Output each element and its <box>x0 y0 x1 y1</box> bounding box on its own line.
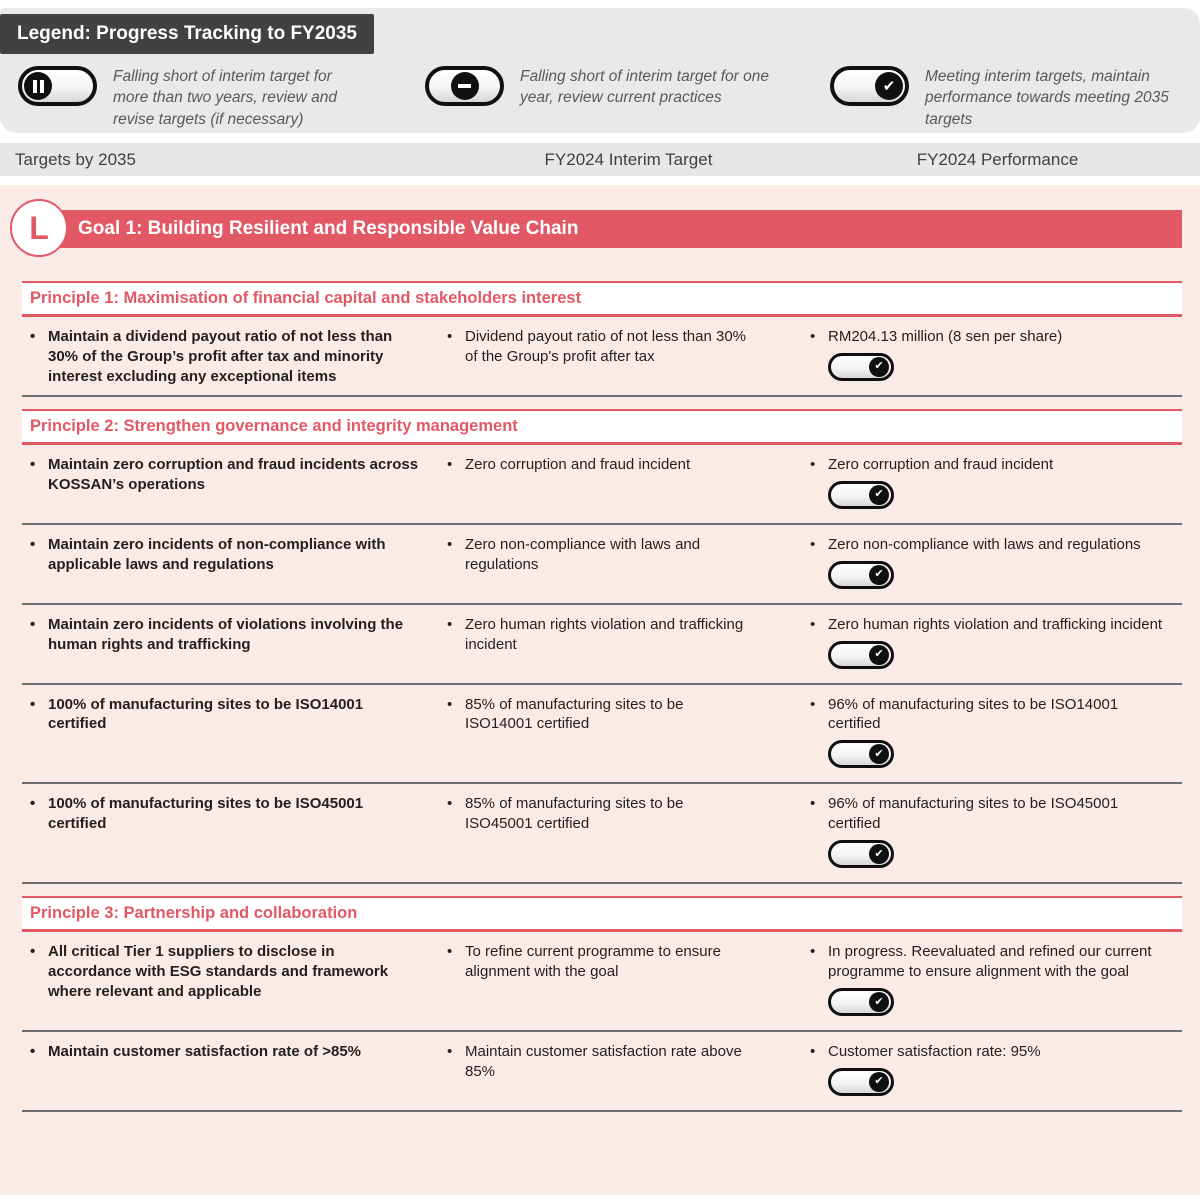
goal-banner <box>22 185 1182 248</box>
goal-title: Goal 1: Building Resilient and Responsible Value Chain <box>78 218 579 239</box>
table-row <box>22 1032 1182 1112</box>
bullet-icon <box>810 1042 828 1062</box>
principle-section <box>22 409 1182 884</box>
interim-target-cell <box>447 942 810 1022</box>
legend-item <box>18 66 363 130</box>
status-slot <box>828 1068 894 1102</box>
legend-title: Legend: Progress Tracking to FY2035 <box>0 14 374 54</box>
interim-target-cell <box>447 695 810 775</box>
toggle-minus-icon <box>425 66 504 106</box>
target-cell <box>22 942 447 1022</box>
performance-text: In progress. Reevaluated and refined our current programme to ensure alignment with the goal <box>828 943 1152 981</box>
performance-content <box>828 1042 1041 1102</box>
target-text: 100% of manufacturing sites to be ISO45001 certified <box>48 795 364 833</box>
performance-content <box>828 794 1168 874</box>
principle-rows <box>22 317 1182 397</box>
target-text: Maintain a dividend payout ratio of not less than 30% of the Group’s profit after tax and minority interest excluding any exceptional items <box>48 328 393 385</box>
legend-item <box>830 66 1175 130</box>
table-row <box>22 932 1182 1032</box>
target-text: 100% of manufacturing sites to be ISO14001 certified <box>48 695 364 733</box>
bullet-icon <box>810 695 828 715</box>
interim-target-text: Zero corruption and fraud incident <box>465 455 691 473</box>
interim-target-text: 85% of manufacturing sites to be ISO45001 certified <box>465 795 684 833</box>
status-slot <box>828 840 894 874</box>
bullet-icon <box>810 455 828 475</box>
toggle-check-icon <box>828 481 894 509</box>
bullet-icon <box>447 942 465 962</box>
principle-title: Principle 2: Strengthen governance and integrity management <box>30 416 518 435</box>
performance-cell <box>810 327 1182 387</box>
interim-target-cell <box>447 327 810 387</box>
status-slot <box>828 561 894 595</box>
performance-content <box>828 327 1062 387</box>
principle-header <box>22 896 1182 932</box>
target-text: Maintain zero incidents of non-compliance with applicable laws and regulations <box>48 535 386 573</box>
bullet-icon <box>810 615 828 635</box>
performance-cell <box>810 535 1182 595</box>
target-cell <box>22 695 447 775</box>
toggle-check-icon <box>830 66 909 106</box>
toggle-check-icon <box>828 840 894 868</box>
status-slot <box>828 353 894 387</box>
performance-cell <box>810 615 1182 675</box>
bullet-icon <box>30 327 48 347</box>
target-cell <box>22 1042 447 1102</box>
interim-target-cell <box>447 535 810 595</box>
bullet-icon <box>810 942 828 962</box>
bullet-icon <box>810 794 828 814</box>
table-row <box>22 445 1182 525</box>
target-text: Maintain zero incidents of violations involving the human rights and trafficking <box>48 615 404 653</box>
interim-target-text: Zero human rights violation and trafficking incident <box>465 615 744 653</box>
performance-text: Customer satisfaction rate: 95% <box>828 1042 1041 1060</box>
performance-content <box>828 535 1141 595</box>
interim-target-cell <box>447 455 810 515</box>
bullet-icon <box>447 535 465 555</box>
bullet-icon <box>447 615 465 635</box>
goal-badge: L <box>10 199 68 257</box>
performance-text: Zero corruption and fraud incident <box>828 455 1054 473</box>
performance-text: RM204.13 million (8 sen per share) <box>828 328 1063 345</box>
performance-text: Zero non-compliance with laws and regulations <box>828 535 1141 553</box>
principle-section <box>22 281 1182 397</box>
legend-item-text: Meeting interim targets, maintain performance towards meeting 2035 targets <box>925 68 1169 128</box>
bullet-icon <box>447 455 465 475</box>
performance-cell <box>810 794 1182 874</box>
interim-target-text: Zero non-compliance with laws and regulations <box>465 535 701 573</box>
toggle-check-icon <box>828 561 894 589</box>
interim-target-text: To refine current programme to ensure alignment with the goal <box>465 943 721 981</box>
status-slot <box>828 988 894 1022</box>
legend-item-text: Falling short of interim target for one year, review current practices <box>520 68 769 107</box>
toggle-check-icon <box>828 353 894 381</box>
interim-target-text: 85% of manufacturing sites to be ISO14001 certified <box>465 695 684 733</box>
toggle-check-icon <box>828 641 894 669</box>
table-row <box>22 685 1182 785</box>
table-row <box>22 525 1182 605</box>
bullet-icon <box>30 794 48 814</box>
interim-target-cell <box>447 1042 810 1102</box>
column-header-interim-target: FY2024 Interim Target <box>544 149 713 169</box>
performance-content <box>828 942 1168 1022</box>
column-header-targets: Targets by 2035 <box>15 149 136 169</box>
bullet-icon <box>810 535 828 555</box>
performance-cell <box>810 942 1182 1022</box>
goal-bar <box>22 210 1182 248</box>
table-row <box>22 317 1182 397</box>
interim-target-cell <box>447 615 810 675</box>
legend-item <box>425 66 792 109</box>
target-cell <box>22 615 447 675</box>
principle-title: Principle 1: Maximisation of financial capital and stakeholders interest <box>30 289 582 307</box>
status-slot <box>828 481 894 515</box>
bullet-icon <box>447 695 465 715</box>
column-headers <box>0 143 1200 176</box>
bullet-icon <box>30 695 48 715</box>
status-slot <box>828 641 894 675</box>
target-text: All critical Tier 1 suppliers to disclose in accordance with ESG standards and framework where relevant and applicable <box>48 943 389 1000</box>
principle-rows <box>22 932 1182 1112</box>
toggle-check-icon <box>828 988 894 1016</box>
interim-target-cell <box>447 794 810 874</box>
principle-header <box>22 281 1182 317</box>
performance-content <box>828 695 1168 775</box>
performance-cell <box>810 455 1182 515</box>
legend-item-text: Falling short of interim target for more than two years, review and revise targets (if necessary) <box>113 68 337 128</box>
principle-rows <box>22 445 1182 884</box>
performance-text: Zero human rights violation and trafficking incident <box>828 615 1163 633</box>
target-text: Maintain customer satisfaction rate of >85% <box>48 1042 362 1060</box>
principle-title: Principle 3: Partnership and collaboration <box>30 904 358 923</box>
bullet-icon <box>30 615 48 635</box>
performance-text: 96% of manufacturing sites to be ISO45001 certified <box>828 795 1119 833</box>
target-cell <box>22 794 447 874</box>
interim-target-text: Maintain customer satisfaction rate above 85% <box>465 1042 742 1080</box>
toggle-pause-icon <box>18 66 97 106</box>
principle-header <box>22 409 1182 445</box>
performance-content <box>828 455 1053 515</box>
target-cell <box>22 455 447 515</box>
performance-content <box>828 615 1162 675</box>
bullet-icon <box>30 942 48 962</box>
goal-section <box>0 185 1200 1195</box>
bullet-icon <box>30 1042 48 1062</box>
target-text: Maintain zero corruption and fraud incidents across KOSSAN’s operations <box>48 455 419 493</box>
principle-section <box>22 896 1182 1112</box>
performance-cell <box>810 1042 1182 1102</box>
target-cell <box>22 327 447 387</box>
bullet-icon <box>447 327 465 347</box>
toggle-check-icon <box>828 1068 894 1096</box>
interim-target-text: Dividend payout ratio of not less than 30% of the Group's profit after tax <box>465 328 747 365</box>
bullet-icon <box>810 327 828 347</box>
table-row <box>22 784 1182 884</box>
principles-list <box>0 281 1200 1112</box>
bullet-icon <box>447 1042 465 1062</box>
column-header-performance: FY2024 Performance <box>916 149 1079 169</box>
page <box>0 8 1200 1195</box>
bullet-icon <box>447 794 465 814</box>
performance-text: 96% of manufacturing sites to be ISO14001 certified <box>828 695 1119 733</box>
target-cell <box>22 535 447 595</box>
performance-cell <box>810 695 1182 775</box>
legend-panel <box>0 8 1200 133</box>
status-slot <box>828 740 894 774</box>
toggle-check-icon <box>828 740 894 768</box>
table-row <box>22 605 1182 685</box>
bullet-icon <box>30 535 48 555</box>
bullet-icon <box>30 455 48 475</box>
